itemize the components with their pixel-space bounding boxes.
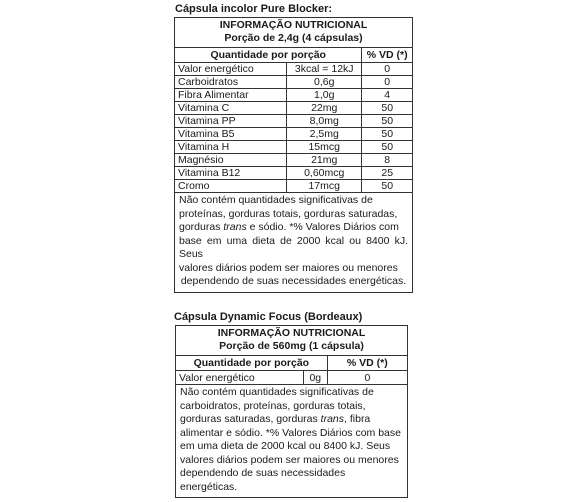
footnote-line: proteínas, gorduras totais, gorduras saturadas, bbox=[179, 207, 398, 220]
nutrient-quantity: 15mcg bbox=[286, 141, 361, 153]
table-row bbox=[175, 102, 412, 115]
table-row bbox=[175, 180, 412, 193]
nutrient-name: Vitamina H bbox=[178, 141, 230, 153]
nutrient-name: Magnésio bbox=[178, 154, 224, 166]
table-row bbox=[175, 128, 412, 141]
nutrient-quantity: 17mcg bbox=[286, 180, 361, 192]
footnote-line: dependendo de suas necessidades bbox=[180, 467, 346, 479]
nutrient-quantity: 0,6g bbox=[286, 76, 361, 88]
nutrient-quantity: 1,0g bbox=[286, 89, 361, 101]
nutrition-table-pure-blocker bbox=[174, 17, 413, 293]
footnote-line: base em uma dieta de 2000 kcal ou 8400 kJ. Seus bbox=[179, 234, 408, 260]
table2-footnote bbox=[176, 385, 407, 497]
nutrient-name: Fibra Alimentar bbox=[178, 89, 249, 101]
nutrient-quantity: 2,5mg bbox=[286, 128, 361, 140]
footnote-line: dependendo de suas necessidades energéticas. bbox=[180, 275, 407, 287]
table1-header bbox=[175, 18, 412, 48]
nutrient-quantity: 21mg bbox=[286, 154, 361, 166]
footnote-line bbox=[179, 221, 408, 235]
table2-col-vd: % VD (*) bbox=[327, 356, 407, 370]
nutrient-quantity: 8,0mg bbox=[286, 115, 361, 127]
nutrient-name: Vitamina B5 bbox=[178, 128, 235, 140]
table1-col-vd: % VD (*) bbox=[361, 48, 412, 62]
table1-title: Cápsula incolor Pure Blocker: bbox=[175, 3, 333, 15]
table2-header bbox=[176, 326, 407, 356]
table1-footnote bbox=[175, 193, 412, 292]
table-row bbox=[175, 89, 412, 102]
footnote-text: e sódio. *% Valores Diários com bbox=[246, 221, 399, 233]
footnote-line: valores diários podem ser maiores ou menores bbox=[180, 453, 399, 466]
table-row bbox=[175, 167, 412, 180]
footnote-italic: trans bbox=[223, 221, 247, 233]
footnote-italic: trans bbox=[320, 413, 345, 425]
nutrient-vd: 0 bbox=[361, 76, 412, 88]
table1-body bbox=[175, 63, 412, 193]
nutrient-name: Vitamina C bbox=[178, 102, 230, 114]
footnote-line: em uma dieta de 2000 kcal ou 8400 kJ. Seus bbox=[180, 440, 391, 452]
nutrient-quantity: 0g bbox=[303, 371, 327, 384]
footnote-text: , fibra bbox=[344, 413, 371, 425]
nutrient-vd: 4 bbox=[361, 89, 412, 101]
nutrient-vd: 0 bbox=[327, 371, 407, 384]
table2-header-portion: Porção de 560mg (1 cápsula) bbox=[219, 340, 364, 352]
nutrient-vd: 50 bbox=[361, 128, 412, 140]
footnote-line: valores diários podem ser maiores ou menores bbox=[179, 261, 398, 274]
nutrient-vd: 8 bbox=[361, 154, 412, 166]
nutrient-quantity: 22mg bbox=[286, 102, 361, 114]
footnote-text: gorduras bbox=[179, 221, 224, 233]
table2-title: Cápsula Dynamic Focus (Bordeaux) bbox=[174, 311, 363, 323]
table-row bbox=[175, 63, 412, 76]
footnote-line: Não contém quantidades significativas de bbox=[179, 194, 373, 206]
table2-col-quantity: Quantidade por porção bbox=[193, 357, 310, 369]
nutrient-vd: 0 bbox=[361, 63, 412, 75]
footnote-line bbox=[180, 413, 403, 427]
table1-header-portion: Porção de 2,4g (4 cápsulas) bbox=[224, 32, 363, 44]
nutrient-name: Carboidratos bbox=[178, 76, 239, 88]
nutrient-vd: 50 bbox=[361, 102, 412, 114]
nutrient-name: Valor energético bbox=[178, 63, 254, 75]
nutrient-vd: 50 bbox=[361, 180, 412, 192]
footnote-line: Não contém quantidades significativas de bbox=[180, 386, 374, 398]
footnote-line: energéticas. bbox=[180, 480, 238, 493]
table2-header-title: INFORMAÇÃO NUTRICIONAL bbox=[217, 327, 366, 339]
nutrient-name: Vitamina B12 bbox=[178, 167, 241, 179]
nutrient-name: Cromo bbox=[178, 180, 210, 192]
footnote-line: carboidratos, proteínas, gorduras totais, bbox=[180, 399, 366, 412]
table-row bbox=[175, 154, 412, 167]
table-row bbox=[175, 115, 412, 128]
table2-column-header-row bbox=[176, 356, 407, 371]
nutrition-table-dynamic-focus bbox=[175, 325, 408, 498]
nutrient-vd: 50 bbox=[361, 115, 412, 127]
footnote-text: gorduras saturadas, gorduras bbox=[180, 413, 321, 425]
nutrient-quantity: 3kcal = 12kJ bbox=[286, 63, 361, 75]
table-row bbox=[176, 371, 407, 385]
table1-header-title: INFORMAÇÃO NUTRICIONAL bbox=[219, 19, 368, 31]
nutrient-name: Vitamina PP bbox=[178, 115, 236, 127]
nutrient-vd: 25 bbox=[361, 167, 412, 179]
table-row bbox=[175, 141, 412, 154]
footnote-line: alimentar e sódio. *% Valores Diários com base bbox=[180, 426, 401, 439]
nutrient-name: Valor energético bbox=[179, 371, 255, 384]
table1-column-header-row bbox=[175, 48, 412, 63]
table1-col-quantity: Quantidade por porção bbox=[210, 49, 326, 61]
nutrient-vd: 50 bbox=[361, 141, 412, 153]
table-row bbox=[175, 76, 412, 89]
nutrient-quantity: 0,60mcg bbox=[286, 167, 361, 179]
